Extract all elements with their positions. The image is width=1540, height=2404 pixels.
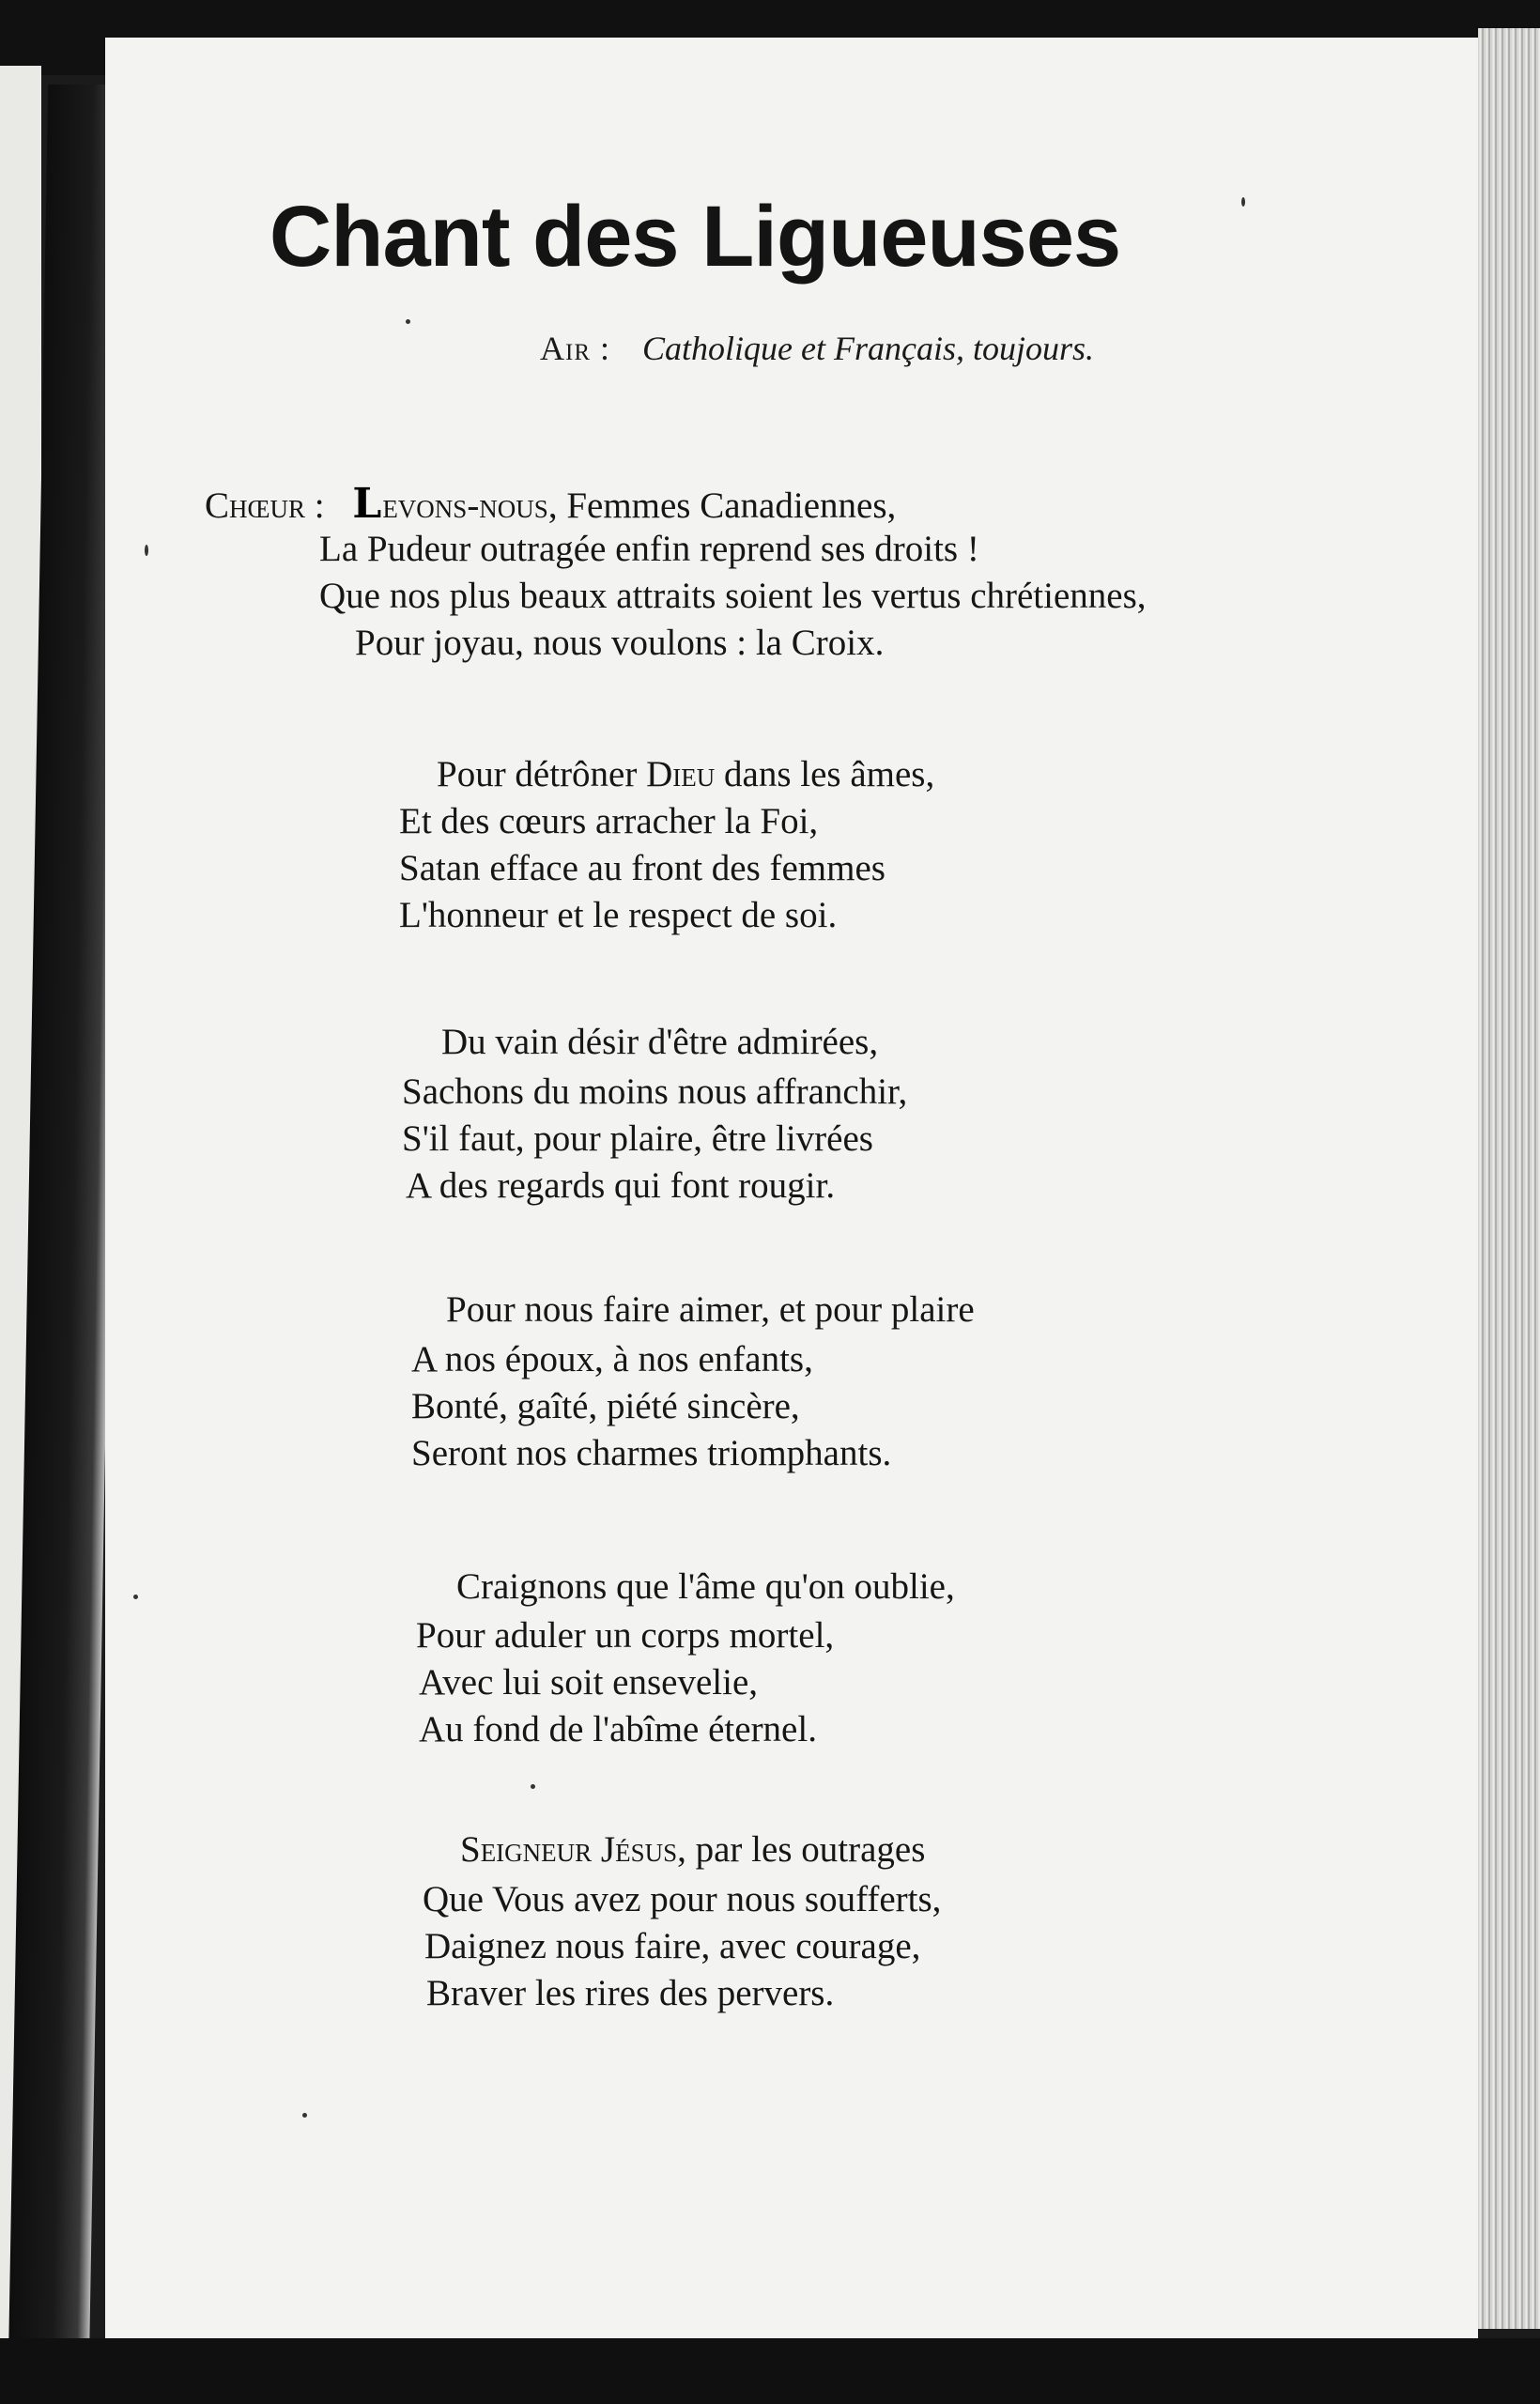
stanza-5-line-1 (460, 1831, 925, 1868)
chorus-line: Pour joyau, nous voulons : la Croix. (355, 623, 885, 663)
stanza-2-line: S'il faut, pour plaire, être livrées (402, 1118, 873, 1159)
stanza-5-line: Que Vous avez pour nous soufferts, (423, 1879, 942, 1919)
stanza-4-line: Avec lui soit ensevelie, (419, 1662, 758, 1703)
stanza-4-line: Pour aduler un corps mortel, (416, 1615, 835, 1656)
stanza-1-line-1-post: dans les âmes, (715, 754, 935, 794)
background-bottom (0, 2338, 1540, 2404)
stanza-4-line: Au fond de l'abîme éternel. (419, 1709, 817, 1749)
stanza-3-line: Pour nous faire aimer, et pour plaire (446, 1289, 975, 1330)
stanza-5-seigneur-jesus: Seigneur Jésus (460, 1829, 678, 1870)
chorus-first-line-rest: , Femmes Canadiennes, (547, 485, 897, 526)
stanza-1-line-1-pre: Pour détrôner (437, 754, 647, 794)
chorus-dropcap: L (352, 480, 383, 528)
stanza-1-line: L'honneur et le respect de soi. (399, 895, 838, 935)
stanza-2-line: Sachons du moins nous affranchir, (402, 1071, 908, 1112)
stanza-1-line-1 (437, 756, 934, 793)
air-line (540, 329, 1094, 368)
page-speck (406, 319, 410, 324)
stanza-3-line: Seront nos charmes triomphants. (411, 1433, 892, 1473)
page-title: Chant des Ligueuses (269, 189, 1121, 285)
page-speck (133, 1595, 138, 1599)
page-stack-edge (1478, 28, 1540, 2329)
chorus-line-1 (205, 480, 897, 528)
page-speck (531, 1784, 535, 1789)
page-speck (302, 2113, 307, 2118)
stanza-2-line: A des regards qui font rougir. (406, 1165, 836, 1206)
stanza-3-line: A nos époux, à nos enfants, (411, 1339, 813, 1379)
chorus-label: Chœur : (205, 485, 325, 526)
page-speck (1241, 197, 1245, 207)
stanza-5-line: Daignez nous faire, avec courage, (424, 1926, 921, 1966)
air-label: Air : (540, 330, 610, 367)
stanza-4-line: Craignons que l'âme qu'on oublie, (456, 1566, 955, 1607)
chorus-first-word: evons-nous (382, 485, 548, 526)
page-speck (145, 545, 148, 556)
stanza-3-line: Bonté, gaîté, piété sincère, (411, 1386, 800, 1426)
stanza-2-line: Du vain désir d'être admirées, (441, 1022, 879, 1062)
stanza-5-line: Braver les rires des pervers. (426, 1973, 835, 2013)
stanza-1-dieu: Dieu (646, 754, 716, 794)
stanza-1-line: Satan efface au front des femmes (399, 848, 886, 888)
stanza-5-line-1-post: , par les outrages (677, 1829, 926, 1870)
stanza-1-line: Et des cœurs arracher la Foi, (399, 801, 819, 841)
air-tune: Catholique et Français, toujours. (642, 330, 1094, 367)
chorus-line: La Pudeur outragée enfin reprend ses droits ! (319, 529, 979, 569)
chorus-line: Que nos plus beaux attraits soient les vertus chrétiennes, (319, 576, 1147, 616)
